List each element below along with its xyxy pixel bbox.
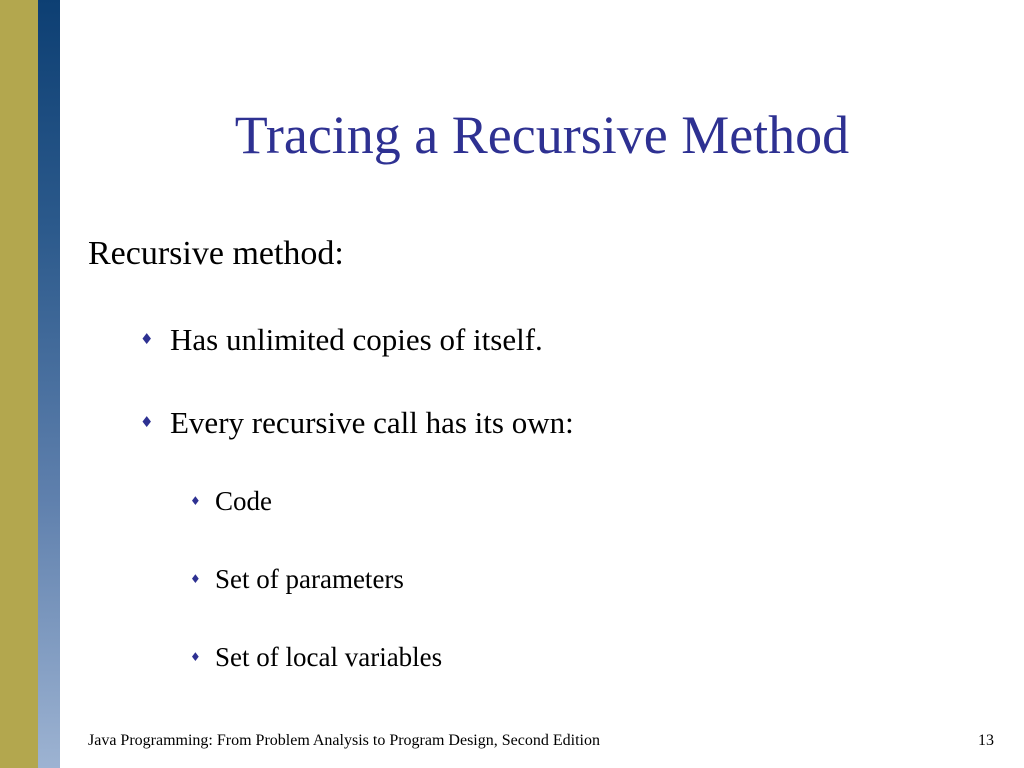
bullet-item-label: Every recursive call has its own: — [170, 405, 574, 440]
slide-title: Tracing a Recursive Method — [234, 105, 850, 165]
footer-book-title: Java Programming: From Problem Analysis to Program Design, Second Edition — [88, 732, 600, 749]
bullet-item-own-call — [140, 405, 574, 441]
diamond-bullet-icon: ♦ — [190, 650, 201, 664]
sub-bullet-item-code — [190, 486, 272, 517]
diamond-bullet-icon: ♦ — [190, 494, 201, 508]
sub-bullet-item-local-variables — [190, 642, 442, 673]
sidebar-blue-stripe — [38, 0, 60, 768]
sub-bullet-item-label: Set of local variables — [215, 642, 443, 672]
footer-page-number: 13 — [978, 732, 994, 749]
diamond-bullet-icon: ♦ — [190, 572, 201, 586]
sub-bullet-item-parameters — [190, 564, 404, 595]
diamond-bullet-icon: ♦ — [140, 330, 154, 348]
sub-bullet-item-label: Code — [215, 486, 272, 516]
diamond-bullet-icon: ♦ — [140, 413, 154, 431]
bullet-item-label: Has unlimited copies of itself. — [170, 322, 543, 357]
content-heading: Recursive method: — [88, 235, 344, 272]
bullet-item-unlimited-copies — [140, 322, 543, 358]
sidebar-olive-stripe — [0, 0, 38, 768]
sub-bullet-item-label: Set of parameters — [215, 564, 404, 594]
